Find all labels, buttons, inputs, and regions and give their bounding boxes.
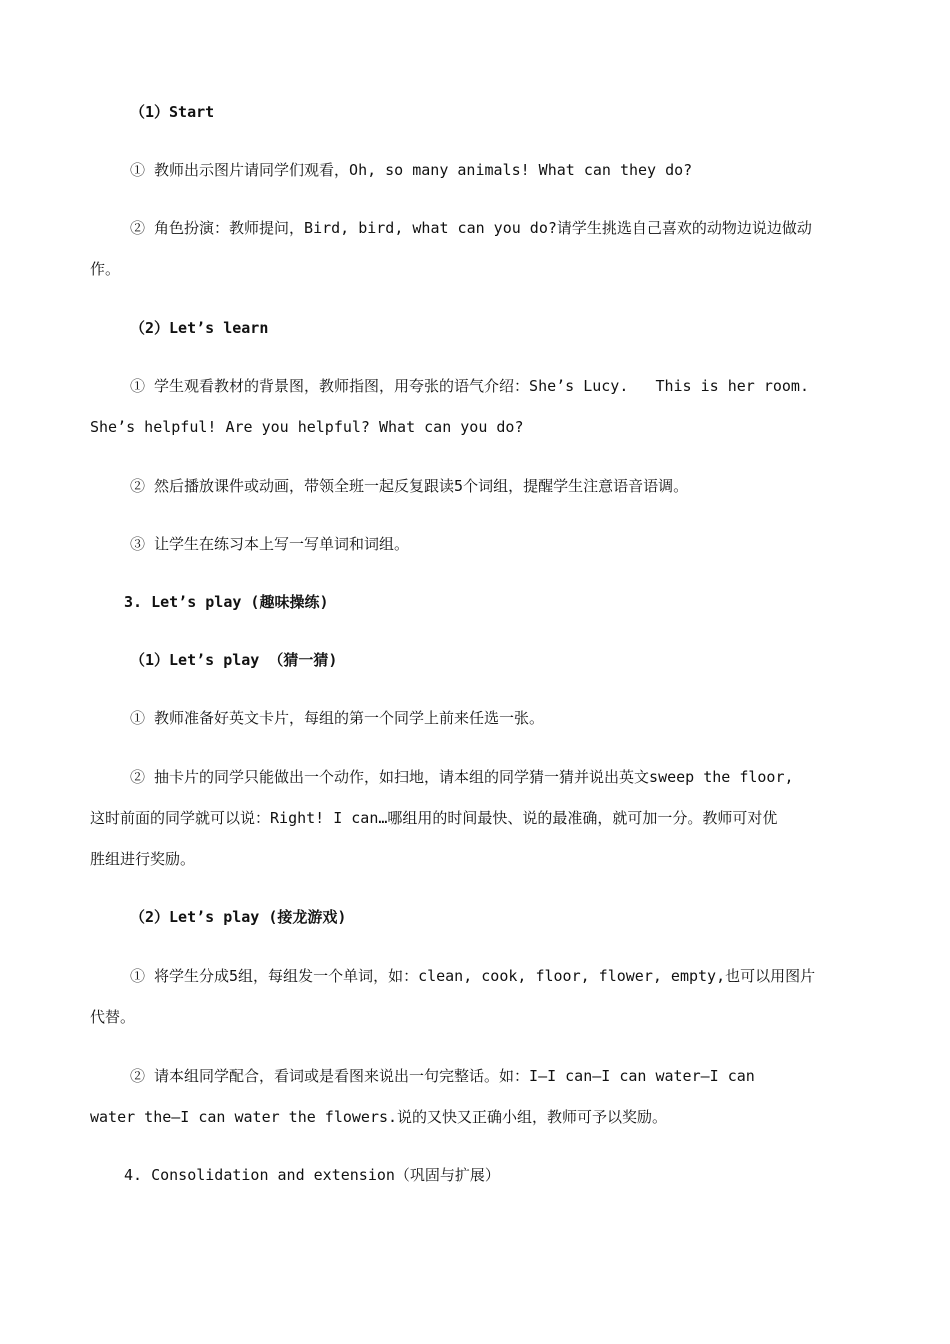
paragraph-line: 代替。 [90, 1008, 136, 1026]
paragraph-line: ① 学生观看教材的背景图，教师指图，用夸张的语气介绍：She’s Lucy. This is her room. [130, 377, 809, 395]
paragraph-line: ① 教师准备好英文卡片，每组的第一个同学上前来任选一张。 [130, 709, 545, 727]
paragraph-line: ② 抽卡片的同学只能做出一个动作，如扫地，请本组的同学猜一猜并说出英文sweep the floor, [130, 768, 794, 786]
paragraph-line: 作。 [90, 260, 121, 278]
paragraph-line: ② 然后播放课件或动画，带领全班一起反复跟读5个词组，提醒学生注意语音语调。 [130, 477, 689, 495]
subheading-lets-learn: （2）Let’s learn [130, 319, 269, 337]
subheading-start: （1）Start [130, 103, 215, 121]
paragraph-line: 这时前面的同学就可以说：Right! I can…哪组用的时间最快、说的最准确，就可加一分。教师可对优 [90, 809, 778, 827]
section-heading-lets-play: 3. Let’s play (趣味操练) [124, 593, 329, 611]
paragraph-line: ② 角色扮演：教师提问，Bird, bird, what can you do?请学生挑选自己喜欢的动物边说边做动 [130, 219, 812, 237]
paragraph-line: 胜组进行奖励。 [90, 850, 196, 868]
paragraph-line: ① 将学生分成5组，每组发一个单词，如：clean, cook, floor, flower, empty,也可以用图片 [130, 967, 816, 985]
subheading-chain-game: （2）Let’s play (接龙游戏) [130, 908, 347, 926]
subheading-guess: （1）Let’s play （猜一猜) [130, 651, 338, 669]
paragraph-line: She’s helpful! Are you helpful? What can you do? [90, 418, 524, 436]
paragraph-line: ③ 让学生在练习本上写一写单词和词组。 [130, 535, 410, 553]
section-heading-consolidation: 4. Consolidation and extension（巩固与扩展） [124, 1166, 500, 1184]
paragraph-line: water the—I can water the flowers.说的又快又正确小组，教师可予以奖励。 [90, 1108, 668, 1126]
paragraph-line: ② 请本组同学配合，看词或是看图来说出一句完整话。如：I—I can—I can water—I can [130, 1067, 755, 1085]
paragraph-line: ① 教师出示图片请同学们观看，Oh, so many animals! What can they do? [130, 161, 693, 179]
